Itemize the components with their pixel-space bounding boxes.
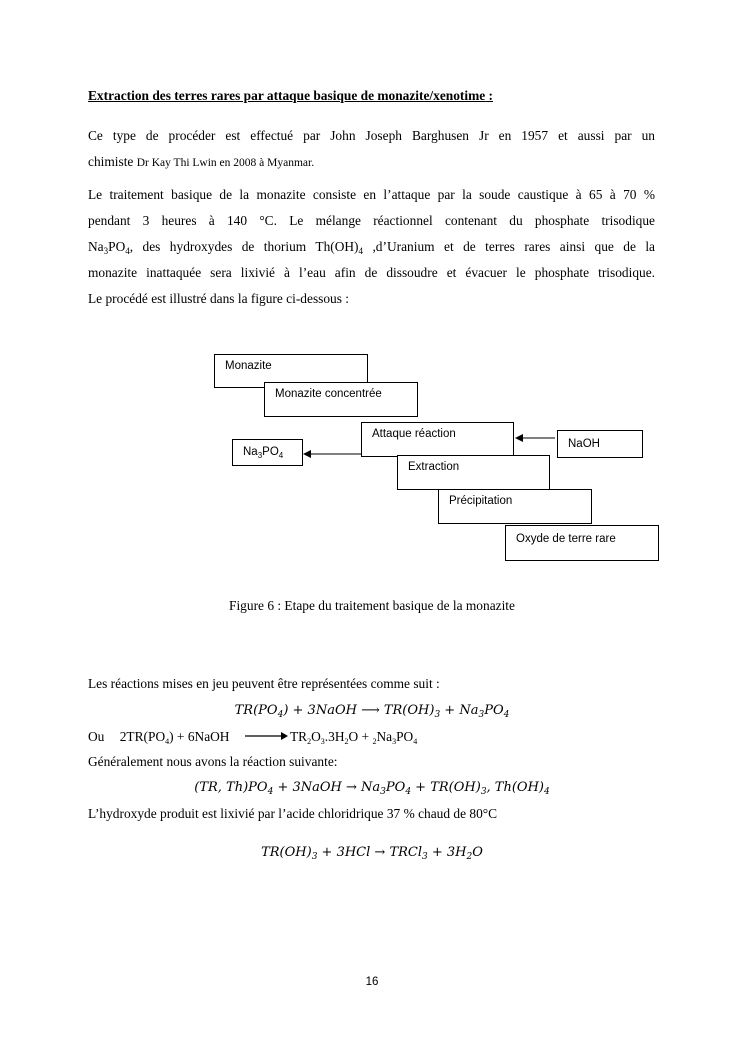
- equation-3: $TR(OH)_3 + 3HCl$ → TRCl$_3$ + $3H_2O$: [261, 845, 483, 862]
- box-oxyde: Oxyde de terre rare: [505, 525, 659, 561]
- equation-1: $TR(PO_4)$ + 3NaOH ⟶ $TR(OH)_3 + Na_3PO_4$: [234, 703, 510, 720]
- page-number: 16: [365, 976, 379, 988]
- para1-line2: chimiste Dr Kay Thi Lwin en 2008 à Myanmar.: [88, 154, 315, 169]
- para2-line1: Le traitement basique de la monazite consiste en l’attaque par la soude caustique à 65 à 70 %: [88, 187, 655, 202]
- heading-suffix: :: [485, 88, 494, 103]
- hydroxyde-line: L’hydroxyde produit est lixivié par l’acide chloridrique 37 % chaud de 80°C: [88, 806, 498, 821]
- box-attaque-reaction: Attaque réaction: [361, 422, 514, 457]
- ou-line-rhs: $TR_2O_3.3H_2O + _2Na_3PO_4$: [290, 729, 418, 746]
- ou-line-arrow: [245, 729, 289, 741]
- equation-ou-line: Ou $2TR(PO_4)$ + 6NaOH: [88, 729, 230, 746]
- box-extraction: Extraction: [397, 455, 550, 490]
- heading-title: Extraction des terres rares par attaque basique de monazite/xenotime: [88, 88, 486, 103]
- para2-line5: Le procédé est illustré dans la figure ci-dessous :: [88, 291, 350, 306]
- para2-line3: $Na_3PO_4$, des hydroxydes de thorium $Th(OH)_4$ ,d’Uranium et de terres rares ainsi que de la: [88, 239, 655, 256]
- para1-line2-small: Dr Kay Thi Lwin en 2008 à Myanmar.: [136, 157, 315, 169]
- box-naoh: NaOH: [557, 430, 643, 458]
- box-monazite-concentree: Monazite concentrée: [264, 382, 418, 417]
- reactions-intro: Les réactions mises en jeu peuvent être représentées comme suit :: [88, 676, 440, 691]
- box-monazite: Monazite: [214, 354, 368, 388]
- para2-line4: monazite inattaquée sera lixivié à l’eau afin de dissoudre et évacuer le phosphate trisodique.: [88, 265, 655, 280]
- equation-2: (TR, $Th)PO_4$ + 3NaOH → $Na_3PO_4 + TR(OH)_3$, $Th(OH)_4$: [194, 780, 550, 797]
- box-precipitation: Précipitation: [438, 489, 592, 524]
- para2-line2: pendant 3 heures à 140 °C. Le mélange réactionnel contenant du phosphate trisodique: [88, 213, 655, 228]
- general-line: Généralement nous avons la réaction suivante:: [88, 754, 338, 769]
- box-na3po4: $Na_3PO_4$: [232, 439, 303, 466]
- figure-caption: Figure 6 : Etape du traitement basique de la monazite: [229, 598, 515, 613]
- para1-line1: Ce type de procéder est effectué par John Joseph Barghusen Jr en 1957 et aussi par un: [88, 128, 655, 143]
- ou-word: Ou: [88, 729, 105, 744]
